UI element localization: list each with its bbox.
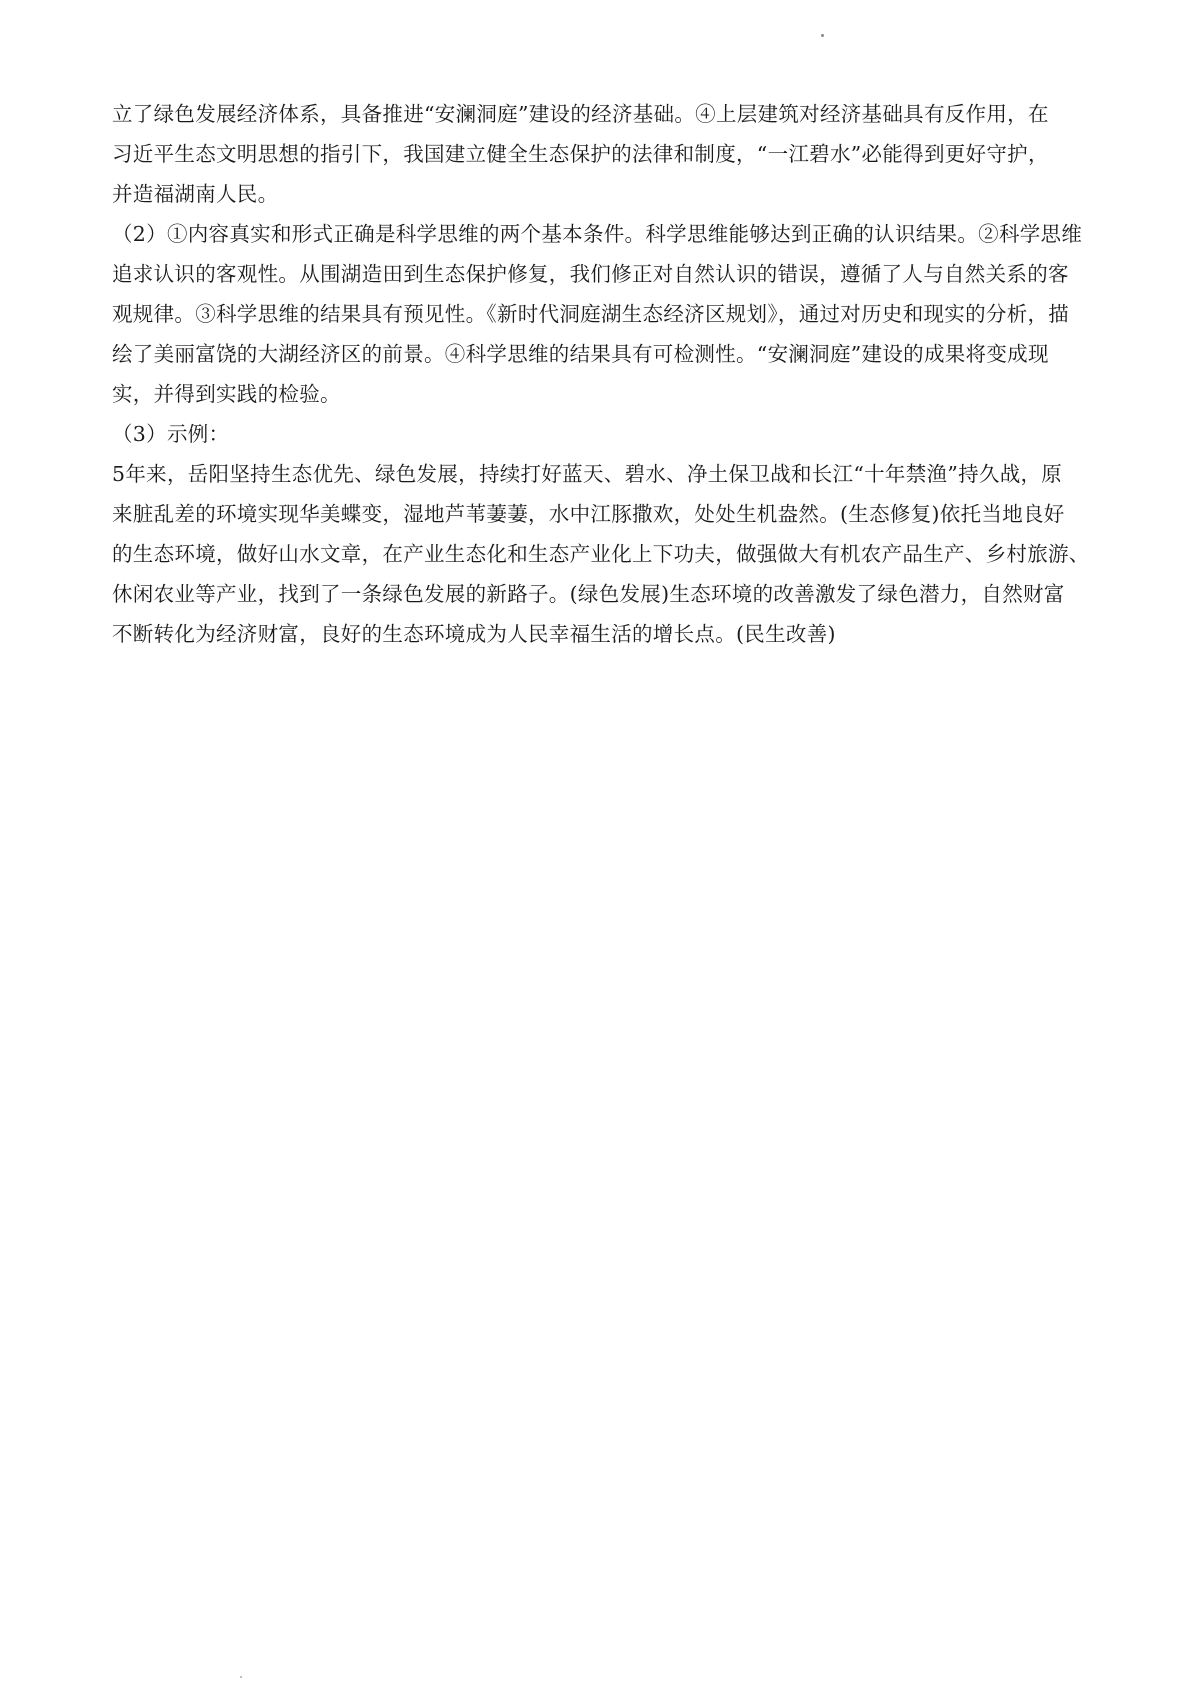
- text-line: 来脏乱差的环境实现华美蝶变，湿地芦苇萋萋，水中江豚撒欢，处处生机盎然。(生态修复)依托当地良好: [112, 502, 1065, 526]
- answer-text-block: [112, 94, 1102, 654]
- text-line: 观规律。③科学思维的结果具有预见性。《新时代洞庭湖生态经济区规划》，通过对历史和现实的分析，描: [112, 302, 1070, 326]
- text-line: （3）示例：: [112, 422, 230, 446]
- text-line: 习近平生态文明思想的指引下，我国建立健全生态保护的法律和制度，“一江碧水”必能得到更好守护，: [112, 142, 1049, 166]
- text-line: 追求认识的客观性。从围湖造田到生态保护修复，我们修正对自然认识的错误，遵循了人与自然关系的客: [112, 262, 1069, 286]
- text-line: 立了绿色发展经济体系，具备推进“安澜洞庭”建设的经济基础。④上层建筑对经济基础具有反作用，在: [112, 102, 1049, 126]
- paragraph-economic-basis: [112, 94, 1102, 214]
- scan-speck: [240, 1676, 242, 1678]
- paragraph-answer-3-heading: [112, 414, 1102, 454]
- text-line: （2）①内容真实和形式正确是科学思维的两个基本条件。科学思维能够达到正确的认识结果。②科学思维: [112, 222, 1083, 246]
- paragraph-answer-2: [112, 214, 1102, 414]
- text-line: 的生态环境，做好山水文章，在产业生态化和生态产业化上下功夫，做强做大有机农产品生产、乡村旅游、: [112, 542, 1090, 566]
- paragraph-example: [112, 454, 1102, 654]
- text-line: 绘了美丽富饶的大湖经济区的前景。④科学思维的结果具有可检测性。“安澜洞庭”建设的成果将变成现: [112, 342, 1049, 366]
- text-line: 实，并得到实践的检验。: [112, 382, 341, 406]
- text-line: 并造福湖南人民。: [112, 182, 279, 206]
- text-line: 5年来，岳阳坚持生态优先、绿色发展，持续打好蓝天、碧水、净土保卫战和长江“十年禁渔”持久战，原: [112, 462, 1063, 486]
- scan-speck: [821, 34, 824, 37]
- text-line: 不断转化为经济财富，良好的生态环境成为人民幸福生活的增长点。(民生改善): [112, 622, 836, 646]
- text-line: 休闲农业等产业，找到了一条绿色发展的新路子。(绿色发展)生态环境的改善激发了绿色潜力，自然财富: [112, 582, 1065, 606]
